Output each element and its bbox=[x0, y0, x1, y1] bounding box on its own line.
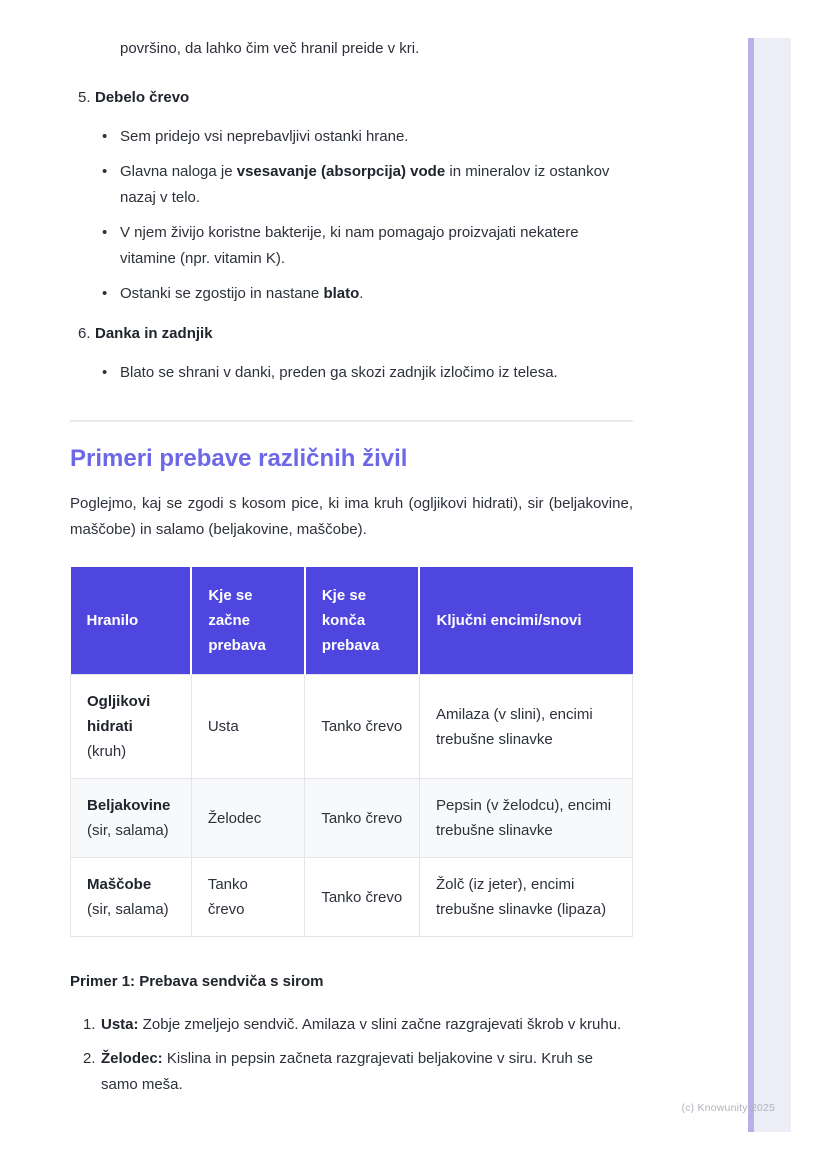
table-cell-end: Tanko črevo bbox=[305, 779, 420, 858]
table-cell-enzymes: Amilaza (v slini), encimi trebušne slinavke bbox=[419, 675, 632, 779]
example-steps bbox=[70, 1012, 633, 1098]
list-item-5-bullets bbox=[70, 124, 633, 307]
step-text: Želodec: Kislina in pepsin začneta razgrajevati beljakovine v siru. Kruh se samo meša. bbox=[101, 1050, 593, 1093]
table-cell-enzymes: Žolč (iz jeter), encimi trebušne slinavke (lipaza) bbox=[419, 858, 632, 937]
list-item-5-number: 5. bbox=[78, 89, 91, 106]
bullet-item: • Glavna naloga je vsesavanje (absorpcija) vode in mineralov iz ostankov nazaj v telo. bbox=[70, 159, 633, 211]
table-row bbox=[71, 675, 633, 779]
nutrient-name: Beljakovine bbox=[87, 797, 171, 814]
table-header-nutrient: Hranilo bbox=[71, 567, 192, 675]
table-row bbox=[71, 779, 633, 858]
table-cell-end: Tanko črevo bbox=[305, 675, 420, 779]
table-cell-start: Želodec bbox=[191, 779, 305, 858]
nutrient-name: Maščobe bbox=[87, 876, 152, 893]
continuation-text: površino, da lahko čim več hranil preide v kri. bbox=[120, 40, 420, 57]
table-cell-nutrient bbox=[71, 779, 192, 858]
table-cell-start: Usta bbox=[191, 675, 305, 779]
section-heading: Primeri prebave različnih živil bbox=[70, 445, 408, 472]
example-step bbox=[70, 1012, 633, 1038]
section-divider bbox=[70, 420, 633, 422]
list-item-6-bullets bbox=[70, 360, 633, 386]
table-header-end: Kje se konča prebava bbox=[305, 567, 420, 675]
list-item-6-title bbox=[70, 321, 633, 347]
nutrient-sub: (sir, salama) bbox=[87, 822, 169, 839]
page-edge-panel bbox=[754, 38, 791, 1132]
nutrient-name: Ogljikovi hidrati bbox=[87, 693, 151, 735]
step-text: Usta: Zobje zmeljejo sendvič. Amilaza v slini začne razgrajevati škrob v kruhu. bbox=[101, 1016, 622, 1033]
digestion-table bbox=[70, 567, 633, 937]
nutrient-sub: (kruh) bbox=[87, 743, 127, 760]
bullet-item: • Sem pridejo vsi neprebavljivi ostanki hrane. bbox=[70, 124, 633, 150]
table-header-row bbox=[71, 567, 633, 675]
section-intro-paragraph: Poglejmo, kaj se zgodi s kosom pice, ki ima kruh (ogljikovi hidrati), sir (beljakovine, maščobe) in salamo (beljakovine, maščobe). bbox=[70, 495, 633, 538]
list-item-5-title bbox=[70, 85, 633, 111]
document-content bbox=[70, 0, 633, 1106]
table-cell-start: Tanko črevo bbox=[191, 858, 305, 937]
step-number: 2. bbox=[83, 1050, 96, 1067]
nutrient-sub: (sir, salama) bbox=[87, 901, 169, 918]
table-cell-nutrient bbox=[71, 675, 192, 779]
list-item-6-heading: Danka in zadnjik bbox=[95, 325, 213, 342]
bullet-item: • Blato se shrani v danki, preden ga skozi zadnjik izločimo iz telesa. bbox=[70, 360, 633, 386]
step-number: 1. bbox=[83, 1016, 96, 1033]
table-header-start: Kje se začne prebava bbox=[191, 567, 305, 675]
footer-credit: (c) Knowunity 2025 bbox=[681, 1102, 775, 1114]
table-row bbox=[71, 858, 633, 937]
list-item-5-heading: Debelo črevo bbox=[95, 89, 190, 106]
example-step bbox=[70, 1046, 633, 1098]
table-cell-end: Tanko črevo bbox=[305, 858, 420, 937]
bullet-item: • Ostanki se zgostijo in nastane blato. bbox=[70, 281, 633, 307]
bullet-item: • V njem živijo koristne bakterije, ki nam pomagajo proizvajati nekatere vitamine (npr. vitamin K). bbox=[70, 220, 633, 272]
page-edge-line bbox=[748, 38, 754, 1132]
table-cell-enzymes: Pepsin (v želodcu), encimi trebušne slinavke bbox=[419, 779, 632, 858]
example-heading: Primer 1: Prebava sendviča s sirom bbox=[70, 973, 324, 990]
table-header-enzymes: Ključni encimi/snovi bbox=[419, 567, 632, 675]
table-cell-nutrient bbox=[71, 858, 192, 937]
list-item-6-number: 6. bbox=[78, 325, 91, 342]
